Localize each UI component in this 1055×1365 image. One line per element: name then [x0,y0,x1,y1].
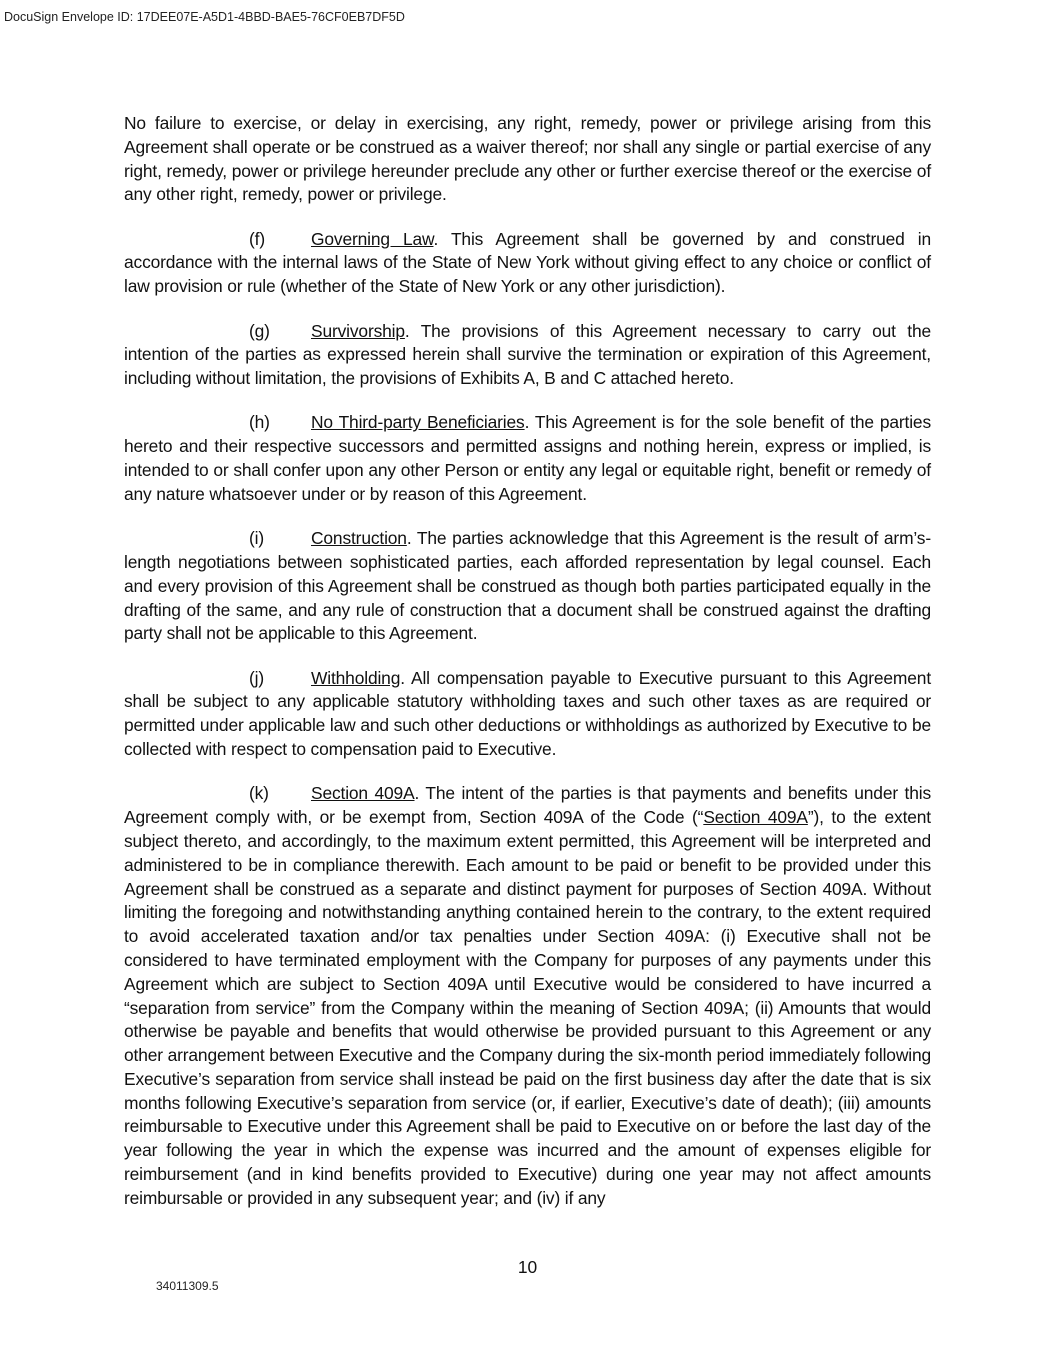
page-number: 10 [517,1257,538,1277]
section-heading: Governing Law [311,228,434,249]
section-body-start: . The intent of the parties is that payments and benefits under this Agreement comply with, or be exempt from, Section 409A of the Code (“ [124,783,931,828]
section-label: (i) [249,528,264,549]
section-label: (g) [249,320,270,341]
section-h-no-third-party-beneficiaries [124,411,931,506]
section-heading: Withholding [311,667,401,688]
section-body: . The parties acknowledge that this Agreement is the result of arm’s-length negotiations between sophisticated parties, each afforded representation by legal counsel. Each and every provision of this Agreement shall be construed as though both parties participated equally in the drafting of the same, and any rule of construction that a document shall be construed against the drafting party shall not be applicable to this Agreement. [124,528,931,644]
section-k-section-409a [124,782,931,1210]
section-body: . All compensation payable to Executive pursuant to this Agreement shall be subject to any applicable statutory withholding taxes and such other taxes as are required or permitted under applicable law and such other deductions or withholdings as authorized by Executive to be collected with respect to compensation paid to Executive. [124,667,931,760]
section-body: . This Agreement shall be governed by and construed in accordance with the internal laws of the State of New York without giving effect to any choice or conflict of law provision or rule (whether of the State of New York or any other jurisdiction). [124,228,931,297]
section-heading: Construction [311,528,407,549]
section-body: . The provisions of this Agreement necessary to carry out the intention of the parties as expressed herein shall survive the termination or expiration of this Agreement, including without limitation, the provisions of Exhibits A, B and C attached hereto. [124,320,931,389]
section-label: (j) [249,667,264,688]
section-heading: Survivorship [311,320,405,341]
section-heading: Section 409A [311,783,415,804]
section-i-construction [124,527,931,646]
section-j-withholding [124,667,931,762]
section-body: . This Agreement is for the sole benefit of the parties hereto and their respective successors and permitted assigns and nothing herein, express or implied, is intended to or shall confer upon any other Person or entity any legal or equitable right, benefit or remedy of any nature whatsoever under or by reason of this Agreement. [124,412,931,504]
section-label: (k) [249,783,269,804]
section-heading: No Third-party Beneficiaries [311,412,525,433]
defined-term: Section 409A [703,807,808,828]
section-f-governing-law [124,228,931,299]
section-label: (f) [249,228,265,249]
intro-paragraph: No failure to exercise, or delay in exercising, any right, remedy, power or privilege arising from this Agreement shall operate or be construed as a waiver thereof; nor shall any single or partial exercise of any right, remedy, power or privilege hereunder preclude any other or further exercise thereof or the exercise of any other right, remedy, power or privilege. [124,113,931,205]
document-id: 34011309.5 [156,1279,219,1293]
section-body-end: ”), to the extent subject thereto, and accordingly, to the maximum extent permitted, this Agreement will be interpreted and administered to be in compliance therewith. Each amount to be paid or benefit to be provided under this Agreement shall be construed as a separate and distinct payment for purposes of Section 409A. Without limiting the foregoing and notwithstanding anything contained herein to the contrary, to the extent required to avoid accelerated taxation and/or tax penalties under Section 409A: (i) Executive shall not be considered to have terminated employment with the Company for purposes of any payments under this Agreement which are subject to Section 409A until Executive would be considered to have incurred a “separation from service” from the Company within the meaning of Section 409A; (ii) Amounts that would otherwise be payable and benefits that would otherwise be provided pursuant to this Agreement or any other arrangement between Executive and the Company during the six-month period immediately following Executive’s separation from service shall instead be paid on the first business day after the date that is six months following Executive’s separation from service (or, if earlier, Executive’s date of death); (iii) amounts reimbursable to Executive under this Agreement shall be paid to Executive on or before the last day of the year following the year in which the expense was incurred and the amount of expenses eligible for reimbursement (and in kind benefits provided to Executive) during one year may not affect amounts reimbursable or provided in any subsequent year; and (iv) if any [124,807,931,1208]
page-body [124,112,931,1231]
section-g-survivorship [124,320,931,391]
docusign-envelope-id: DocuSign Envelope ID: 17DEE07E-A5D1-4BBD-BAE5-76CF0EB7DF5D [4,10,405,24]
section-label: (h) [249,412,270,433]
